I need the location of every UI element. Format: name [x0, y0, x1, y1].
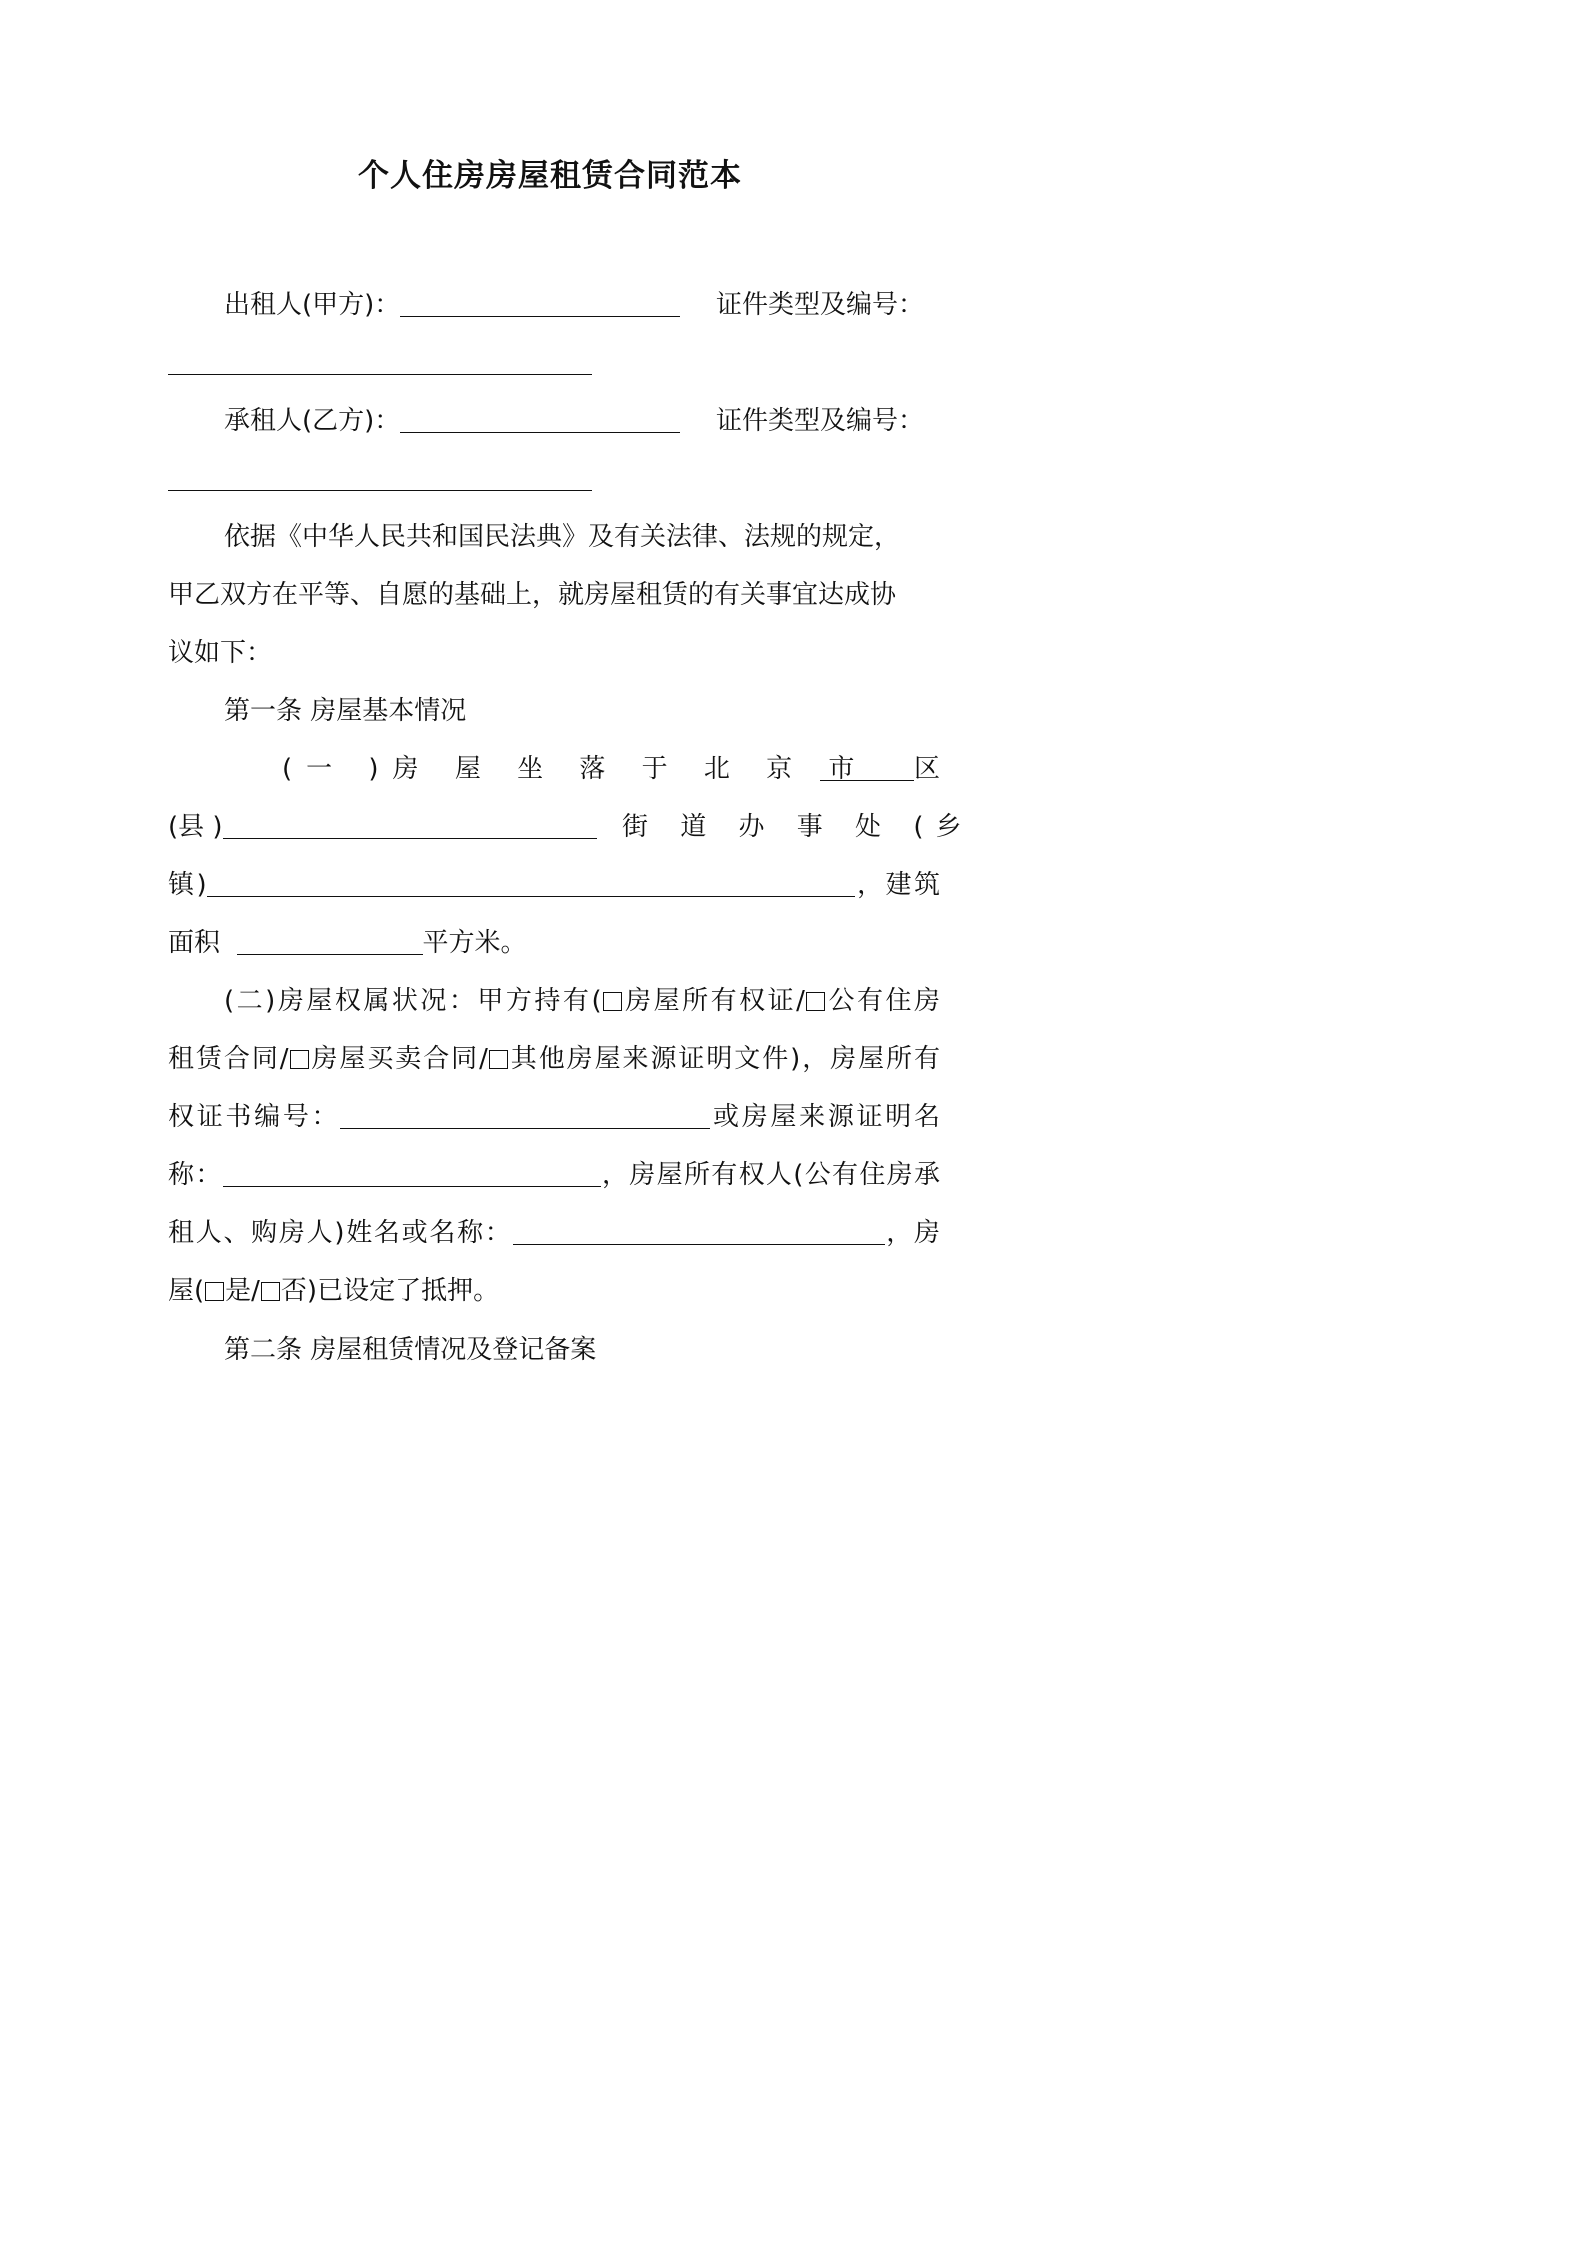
house-label: ，房 — [884, 1218, 940, 1248]
street-blank — [223, 837, 597, 839]
article-1-item-2-line-1 — [224, 983, 940, 1019]
mortgage-no-label: 否)已设定了抵押。 — [280, 1276, 500, 1306]
lessee-name-blank — [400, 431, 680, 433]
lessee-id-line — [716, 403, 924, 439]
checkbox-public-housing[interactable] — [806, 992, 825, 1011]
area-unit: 平方米。 — [422, 928, 527, 958]
checkbox-purchase-contract[interactable] — [290, 1050, 309, 1069]
lessor-name-blank — [400, 315, 680, 317]
area-label: 面积 — [168, 928, 221, 958]
lessee-id-blank-line — [168, 461, 592, 497]
article-1-heading: 第一条 房屋基本情况 — [224, 696, 467, 726]
mortgage-yes-label: 是/ — [225, 1276, 260, 1306]
district-part — [820, 751, 940, 787]
intro-line-2: 甲乙双方在平等、自愿的基础上，就房屋租赁的有关事宜达成协 — [168, 580, 897, 610]
article-1-item-1-line-3 — [168, 867, 940, 903]
document-page — [0, 0, 1100, 1556]
building-label: ，建筑 — [854, 870, 940, 900]
article-1-item-1-line-1 — [282, 751, 868, 787]
article-1-item-2-line-6 — [168, 1273, 499, 1309]
checkbox-mortgage-yes[interactable] — [205, 1282, 224, 1301]
lessor-label: 出租人(甲方)： — [224, 290, 401, 320]
ownership-intro: (二)房屋权属状况：甲方持有( — [224, 986, 602, 1016]
article-1-item-1-line-2 — [168, 809, 597, 845]
purchase-contract-label: 房屋买卖合同/ — [309, 1044, 488, 1074]
checkbox-ownership-certificate[interactable] — [603, 992, 622, 1011]
ownership-certificate-label: 房屋所有权证/ — [622, 986, 805, 1016]
location-city-text: (一 )房 屋 坐 落 于 北 京 市 — [282, 754, 869, 784]
town-blank — [207, 895, 855, 897]
public-housing-label: 公有住房 — [825, 986, 940, 1016]
source-proof-blank — [223, 1185, 601, 1187]
lessor-id-blank-line — [168, 345, 592, 381]
lessee-label: 承租人(乙方)： — [224, 406, 401, 436]
certificate-number-blank — [340, 1127, 710, 1129]
lessee-id-blank — [168, 489, 592, 491]
lessee-line — [224, 403, 680, 439]
owner-label: ，房屋所有权人(公有住房承 — [600, 1160, 940, 1190]
source-proof-label-cont: 称： — [168, 1160, 223, 1190]
source-proof-label: 或房屋来源证明名 — [710, 1102, 940, 1132]
street-office-part — [622, 809, 973, 845]
lessor-id-blank — [168, 373, 592, 375]
checkbox-mortgage-no[interactable] — [261, 1282, 280, 1301]
article-1-item-2-line-3 — [168, 1099, 940, 1135]
intro-line-3: 议如下： — [168, 638, 273, 668]
intro-line-1: 依据《中华人民共和国民法典》及有关法律、法规的规定， — [224, 522, 901, 552]
lessee-id-label: 证件类型及编号： — [716, 406, 925, 436]
article-1-item-1-line-4 — [168, 925, 527, 961]
area-blank — [237, 953, 423, 955]
checkbox-other-proof[interactable] — [489, 1050, 508, 1069]
other-proof-label: 其他房屋来源证明文件)，房屋所有 — [508, 1044, 940, 1074]
lessor-id-label: 证件类型及编号： — [716, 290, 925, 320]
document-title: 个人住房房屋租赁合同范本 — [358, 158, 742, 194]
lessor-line — [224, 287, 680, 323]
district-blank — [820, 779, 914, 781]
article-2-heading: 第二条 房屋租赁情况及登记备案 — [224, 1335, 597, 1365]
town-label: 镇) — [168, 870, 207, 900]
article-1-item-2-line-5 — [168, 1215, 940, 1251]
owner-name-blank — [513, 1243, 885, 1245]
mortgage-prefix: 屋( — [168, 1276, 205, 1306]
certificate-number-label: 权证书编号： — [168, 1102, 341, 1132]
public-housing-label-cont: 租赁合同/ — [168, 1044, 289, 1074]
street-office-label: 街 道 办 事 处 (乡 — [622, 812, 974, 842]
owner-name-label: 租人、购房人)姓名或名称： — [168, 1218, 513, 1248]
article-1-item-2-line-4 — [168, 1157, 940, 1193]
lessor-id-line — [716, 287, 924, 323]
county-label: (县 ) — [168, 812, 223, 842]
district-suffix: 区 — [914, 754, 941, 784]
article-1-item-2-line-2 — [168, 1041, 940, 1077]
